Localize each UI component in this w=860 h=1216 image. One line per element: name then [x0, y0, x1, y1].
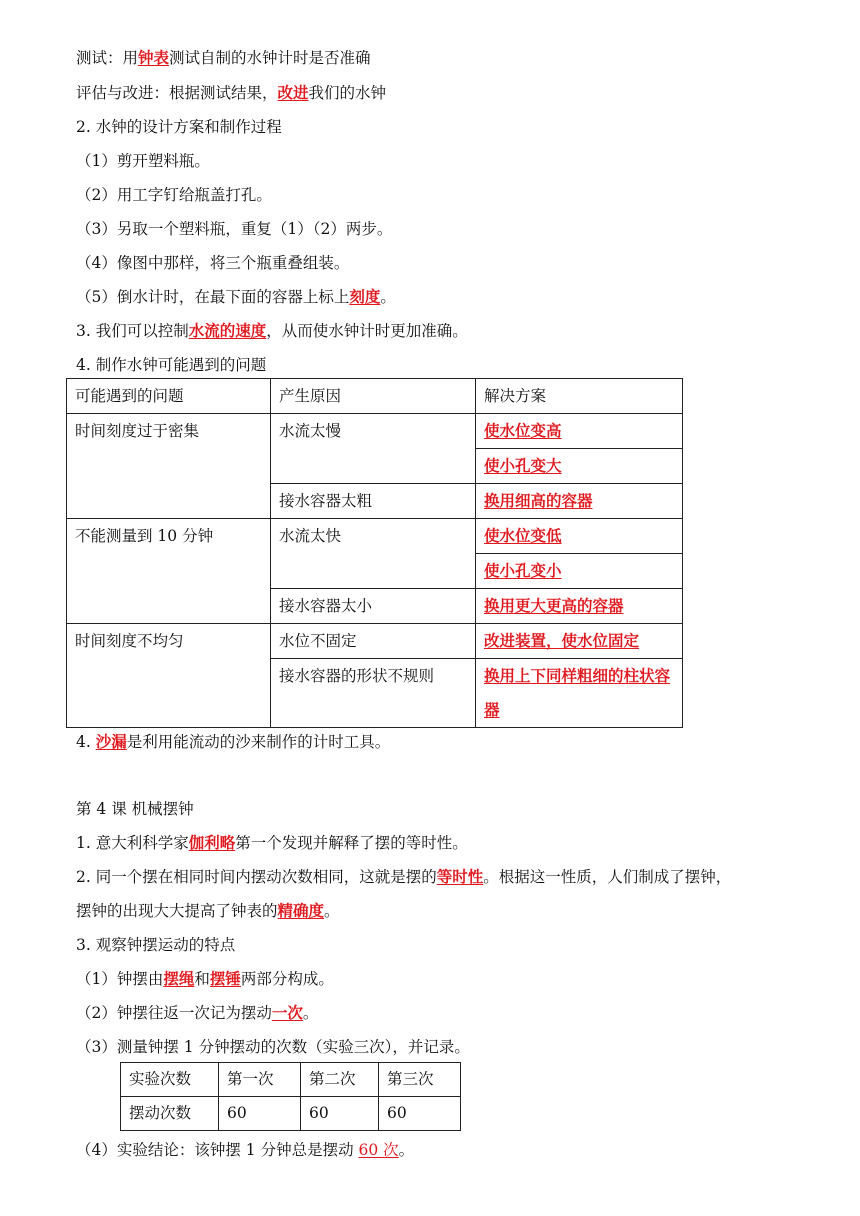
table-cell: 60: [219, 1097, 301, 1131]
text: （1）钟摆由: [76, 970, 164, 988]
text: （5）倒水计时，在最下面的容器上标上: [76, 288, 350, 306]
text: 。: [398, 1141, 415, 1159]
text: 3. 我们可以控制: [76, 322, 189, 340]
step-4: （4）像图中那样，将三个瓶重叠组装。: [76, 254, 350, 272]
text: 。根据这一性质，人们制成了摆钟，: [483, 868, 732, 886]
text: ，从而使水钟计时更加准确。: [266, 322, 468, 340]
text: 评估与改进：根据测试结果，: [76, 84, 278, 102]
lesson4-point-2-cont: [76, 900, 340, 922]
answer-highlight: 换用细高的容器: [484, 491, 593, 510]
cause-cell: 水位不固定: [271, 624, 476, 659]
lesson-title: 第 4 课 机械摆钟: [76, 800, 194, 818]
answer-highlight: 刻度: [349, 287, 381, 306]
text: 是利用能流动的沙来制作的计时工具。: [126, 733, 391, 751]
answer-highlight: 沙漏: [95, 732, 127, 751]
text: 。: [380, 288, 396, 306]
test-line: [76, 47, 371, 69]
solution-cell: [476, 624, 683, 659]
table-header: 可能遇到的问题: [67, 379, 271, 414]
problem-cell: 不能测量到 10 分钟: [67, 519, 271, 624]
answer-highlight: 换用更大更高的容器: [484, 596, 624, 615]
evaluate-line: [76, 82, 386, 104]
answer-highlight: 使小孔变小: [484, 561, 562, 580]
text: 第一个发现并解释了摆的等时性。: [235, 834, 468, 852]
solution-cell: [476, 414, 683, 449]
answer-highlight: 精确度: [277, 901, 325, 920]
problems-table: [66, 378, 683, 728]
cause-cell: 接水容器的形状不规则: [271, 659, 476, 728]
answer-highlight: 摆绳: [163, 969, 195, 988]
table-cell: 60: [301, 1097, 379, 1131]
lesson4-step-4: [76, 1139, 414, 1161]
text: 两部分构成。: [240, 970, 334, 988]
point-3: [76, 320, 468, 342]
lesson4-point-2: [76, 866, 731, 888]
problem-cell: 时间刻度过于密集: [67, 414, 271, 519]
text: 测试自制的水钟计时是否准确: [169, 49, 371, 67]
point-4: 4. 制作水钟可能遇到的问题: [76, 356, 267, 374]
text: 我们的水钟: [308, 84, 387, 102]
text: （4）实验结论：该钟摆 1 分钟总是摆动: [76, 1141, 359, 1159]
text: 。: [324, 902, 340, 920]
lesson4-step-1: [76, 968, 334, 990]
step-1: （1）剪开塑料瓶。: [76, 152, 210, 170]
point-hourglass: [76, 731, 390, 753]
text: 摆钟的出现大大提高了钟表的: [76, 902, 278, 920]
text: 2. 同一个摆在相同时间内摆动次数相同，这就是摆的: [76, 868, 437, 886]
answer-highlight: 使水位变低: [484, 526, 562, 545]
table-cell: 60: [379, 1097, 461, 1131]
answer-highlight: 水流的速度: [188, 321, 267, 340]
lesson4-point-3: 3. 观察钟摆运动的特点: [76, 936, 236, 954]
lesson4-point-1: [76, 832, 468, 854]
text: 4.: [76, 733, 96, 751]
solution-cell: [476, 589, 683, 624]
answer-highlight: 一次: [271, 1003, 303, 1022]
answer-highlight: 换用上下同样粗细的柱状容器: [484, 666, 671, 719]
cause-cell: 接水容器太小: [271, 589, 476, 624]
row-label: 摆动次数: [121, 1097, 219, 1131]
text: 和: [194, 970, 210, 988]
heading-design-process: 2. 水钟的设计方案和制作过程: [76, 118, 282, 136]
answer-highlight: 改进装置，使水位固定: [484, 631, 640, 650]
problem-cell: 时间刻度不均匀: [67, 624, 271, 728]
answer-highlight: 伽利略: [188, 833, 236, 852]
table-header: 解决方案: [476, 379, 683, 414]
answer-highlight: 使水位变高: [484, 421, 562, 440]
solution-cell: [476, 484, 683, 519]
solution-cell: [476, 554, 683, 589]
cause-cell: 接水容器太粗: [271, 484, 476, 519]
solution-cell: [476, 659, 683, 728]
swing-count-table: [120, 1062, 461, 1131]
text: 。: [302, 1004, 319, 1022]
text: 1. 意大利科学家: [76, 834, 189, 852]
step-5: [76, 286, 396, 308]
table-header: 实验次数: [121, 1063, 219, 1097]
table-header-row: [121, 1063, 461, 1097]
table-row: [67, 624, 683, 659]
answer-highlight: 钟表: [138, 48, 170, 67]
table-header: 产生原因: [271, 379, 476, 414]
answer-highlight: 60 次: [358, 1141, 399, 1159]
answer-highlight: 等时性: [436, 867, 484, 886]
text: （2）钟摆往返一次记为摆动: [76, 1004, 272, 1022]
table-row: [67, 414, 683, 449]
table-header: 第三次: [379, 1063, 461, 1097]
step-3: （3）另取一个塑料瓶，重复（1）（2）两步。: [76, 220, 393, 238]
answer-highlight: 改进: [277, 83, 309, 102]
text: 测试：用: [76, 49, 139, 67]
step-2: （2）用工字钉给瓶盖打孔。: [76, 186, 272, 204]
solution-cell: [476, 449, 683, 484]
lesson4-step-2: [76, 1002, 318, 1024]
answer-highlight: 使小孔变大: [484, 456, 562, 475]
cause-cell: 水流太快: [271, 519, 476, 589]
solution-cell: [476, 519, 683, 554]
table-header: 第一次: [219, 1063, 301, 1097]
cause-cell: 水流太慢: [271, 414, 476, 484]
table-row: [121, 1097, 461, 1131]
answer-highlight: 摆锤: [209, 969, 241, 988]
table-header-row: [67, 379, 683, 414]
table-header: 第二次: [301, 1063, 379, 1097]
table-row: [67, 519, 683, 554]
lesson4-step-3: （3）测量钟摆 1 分钟摆动的次数（实验三次），并记录。: [76, 1038, 470, 1056]
